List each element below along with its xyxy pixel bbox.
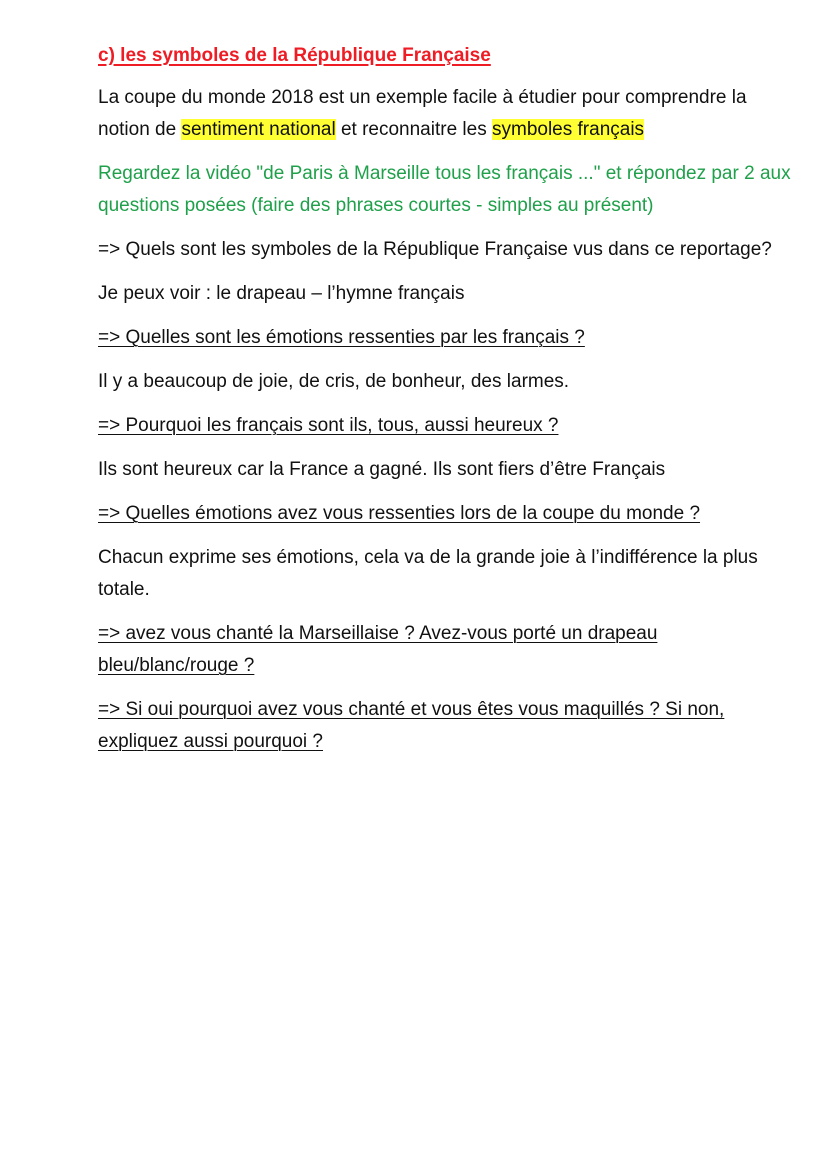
question-4-wrap: [98, 498, 798, 530]
question-3-wrap: [98, 410, 798, 442]
question-1: => Quels sont les symboles de la République Française vus dans ce reportage?: [98, 239, 772, 260]
answer-2: Il y a beaucoup de joie, de cris, de bonheur, des larmes.: [98, 371, 570, 392]
answer-3: Ils sont heureux car la France a gagné. Ils sont fiers d’être Français: [98, 459, 666, 480]
answer-4: Chacun exprime ses émotions, cela va de la grande joie à l’indifférence la plus totale.: [98, 547, 758, 600]
question-5-wrap: [98, 618, 798, 682]
section-title: c) les symboles de la République Française: [98, 45, 491, 66]
answer-1: Je peux voir : le drapeau – l’hymne français: [98, 283, 465, 304]
question-3: => Pourquoi les français sont ils, tous, aussi heureux ?: [98, 415, 559, 436]
intro-text-2: et reconnaitre les: [335, 119, 492, 140]
intro-text-1: La coupe du monde 2018 est un exemple facile à étudier pour comprendre la notion de: [98, 87, 747, 140]
instruction-paragraph: Regardez la vidéo "de Paris à Marseille tous les français ..." et répondez par 2 aux questions posées (faire des phrases courtes - simples au présent): [98, 163, 791, 216]
question-5: => avez vous chanté la Marseillaise ? Avez-vous porté un drapeau bleu/blanc/rouge ?: [98, 623, 658, 676]
question-2-wrap: [98, 322, 798, 354]
question-4: => Quelles émotions avez vous ressenties lors de la coupe du monde ?: [98, 503, 701, 524]
highlight-symboles-francais: symboles français: [492, 119, 645, 140]
document-page: [98, 40, 798, 770]
question-2: => Quelles sont les émotions ressenties par les français ?: [98, 327, 585, 348]
question-6: => Si oui pourquoi avez vous chanté et vous êtes vous maquillés ? Si non, expliquez aussi pourquoi ?: [98, 699, 725, 752]
intro-paragraph: [98, 82, 798, 146]
question-6-wrap: [98, 694, 798, 758]
highlight-sentiment-national: sentiment national: [181, 119, 336, 140]
